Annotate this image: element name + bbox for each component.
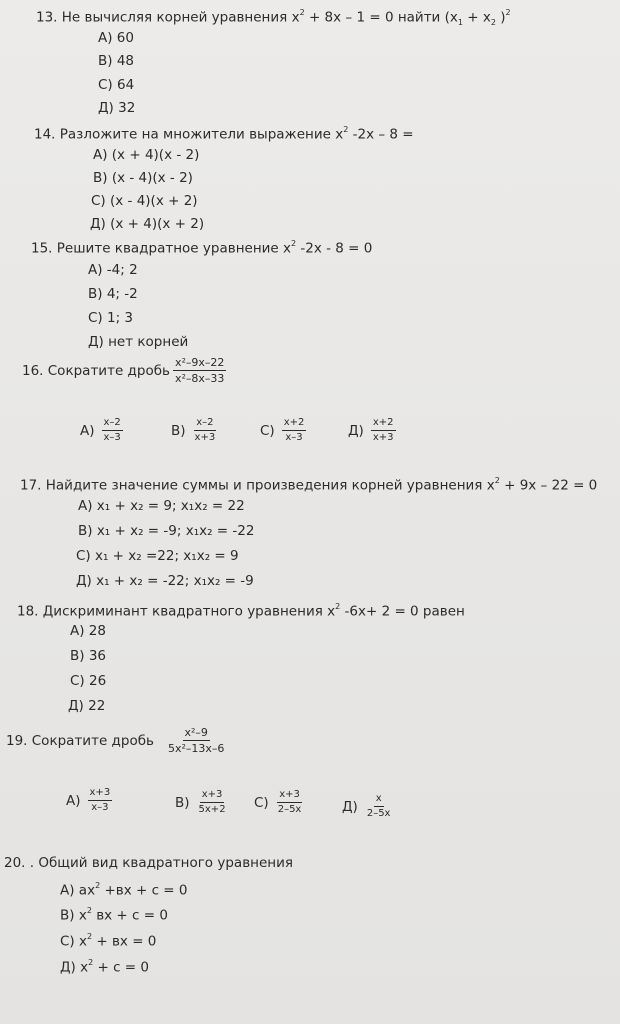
q20-option-b <box>60 904 168 924</box>
q19-option-b-label: В) <box>175 794 190 811</box>
q15-text-a: 15. Решите квадратное уравнение x <box>31 240 292 257</box>
q19-option-c-label: С) <box>254 794 269 811</box>
q19-option-d-frac <box>365 793 393 820</box>
q20-a-sup: 2 <box>95 881 101 890</box>
q15-option-a: А) -4; 2 <box>88 262 138 278</box>
q16-a-den: x–3 <box>103 432 121 443</box>
q16-a-num: x–2 <box>102 417 123 431</box>
q20-option-a <box>60 879 188 899</box>
q16-frac-num: x²–9x–22 <box>175 356 225 369</box>
q18-option-c: С) 26 <box>70 673 107 689</box>
q14-sup: 2 <box>343 125 349 134</box>
q18-text-b: -6x+ 2 = 0 равен <box>340 603 465 620</box>
q18-option-b: В) 36 <box>70 648 106 664</box>
question-19 <box>6 726 229 755</box>
q19-option-a <box>66 787 115 814</box>
q19-frac-den: 5x²–13x–6 <box>168 742 225 755</box>
q13-option-a: А) 60 <box>98 30 134 46</box>
q15-option-b: В) 4; -2 <box>88 286 138 302</box>
question-18 <box>17 600 465 620</box>
q17-option-b: В) x₁ + x₂ = -9; x₁x₂ = -22 <box>78 523 255 539</box>
q19-option-b <box>175 789 231 816</box>
q16-option-d-frac <box>371 417 396 444</box>
q16-c-den: x–3 <box>285 432 303 443</box>
q19-frac-num: x²–9 <box>184 726 208 739</box>
q14-option-c: С) (x - 4)(x + 2) <box>91 193 198 209</box>
q13-option-d: Д) 32 <box>98 100 136 116</box>
q16-option-c-frac <box>282 417 307 444</box>
q19-b-num: x+3 <box>200 789 225 803</box>
q13-text-c: + x <box>462 9 491 26</box>
q19-text: 19. Сократите дробь <box>6 732 154 749</box>
q17-sup: 2 <box>494 476 500 485</box>
q13-sup-a: 2 <box>299 8 305 17</box>
q20-a-pre: А) ax <box>60 882 96 899</box>
q19-b-den: 5x+2 <box>198 804 226 815</box>
q19-option-a-label: А) <box>66 792 81 809</box>
q13-text-a: 13. Не вычисляя корней уравнения x <box>36 9 300 26</box>
q16-option-a-label: А) <box>80 422 95 439</box>
q15-sup: 2 <box>291 239 297 248</box>
q13-sub-1: 1 <box>457 18 463 28</box>
question-16 <box>22 356 229 385</box>
q16-option-a-frac <box>102 417 123 444</box>
q20-c-pre: С) x <box>60 933 87 950</box>
q19-option-b-frac <box>197 789 228 816</box>
q18-text-a: 18. Дискриминант квадратного уравнения x <box>17 603 336 620</box>
q14-option-b: В) (x - 4)(x - 2) <box>93 170 193 186</box>
q14-text-b: -2x – 8 = <box>348 126 414 143</box>
q16-option-d <box>348 417 399 444</box>
question-13 <box>36 6 511 31</box>
q17-option-a: А) x₁ + x₂ = 9; x₁x₂ = 22 <box>78 498 245 514</box>
q20-option-d <box>60 956 149 976</box>
q17-option-d: Д) x₁ + x₂ = -22; x₁x₂ = -9 <box>76 573 254 589</box>
q16-d-den: x+3 <box>372 432 394 443</box>
q16-option-c-label: С) <box>260 422 275 439</box>
q20-b-sup: 2 <box>86 906 92 915</box>
q13-option-b: В) 48 <box>98 53 134 69</box>
q19-option-d-label: Д) <box>342 798 358 815</box>
q19-d-den: 2–5x <box>366 808 391 819</box>
q18-option-d: Д) 22 <box>68 698 106 714</box>
question-20: 20. . Общий вид квадратного уравнения <box>4 855 293 871</box>
q16-option-d-label: Д) <box>348 422 364 439</box>
q18-option-a: А) 28 <box>70 623 106 639</box>
question-15 <box>31 237 372 257</box>
q16-option-c <box>260 417 309 444</box>
q13-sub-2: 2 <box>490 18 496 28</box>
q13-option-c: С) 64 <box>98 77 135 93</box>
q16-fraction <box>173 356 226 385</box>
q16-option-a <box>80 417 126 444</box>
q20-c-sup: 2 <box>86 932 93 941</box>
q17-option-c: С) x₁ + x₂ =22; x₁x₂ = 9 <box>76 548 239 564</box>
q16-b-den: x+3 <box>194 432 216 443</box>
q19-option-d <box>342 793 395 820</box>
q16-option-b-frac <box>193 417 218 444</box>
q14-option-d: Д) (x + 4)(x + 2) <box>90 216 205 232</box>
q16-option-b <box>171 417 220 444</box>
q16-frac-den: x²–8x–33 <box>175 372 225 385</box>
q20-d-pre: Д) x <box>60 959 89 976</box>
q18-sup: 2 <box>335 602 341 611</box>
q16-c-num: x+2 <box>282 417 307 431</box>
question-14 <box>34 123 414 143</box>
q13-sup-b: 2 <box>505 8 511 17</box>
q19-c-den: 2–5x <box>277 804 302 815</box>
q19-c-num: x+3 <box>277 789 302 803</box>
q16-option-b-label: В) <box>171 422 186 439</box>
q16-text: 16. Сократите дробь <box>22 362 170 379</box>
q14-option-a: А) (x + 4)(x - 2) <box>93 147 200 163</box>
q19-d-num: x <box>374 793 384 807</box>
q17-text-a: 17. Найдите значение суммы и произведения корней уравнения x <box>20 477 495 494</box>
q20-c-post: + вx = 0 <box>92 933 157 950</box>
q17-text-b: + 9x – 22 = 0 <box>499 477 598 494</box>
q19-fraction <box>166 726 226 755</box>
q15-option-d: Д) нет корней <box>88 334 189 350</box>
q15-text-b: -2x - 8 = 0 <box>296 240 373 257</box>
q19-a-num: x+3 <box>88 787 113 801</box>
q16-b-num: x–2 <box>194 417 215 431</box>
q13-text-d: ) <box>495 9 506 26</box>
q20-b-pre: В) x <box>60 907 87 924</box>
q16-d-num: x+2 <box>371 417 396 431</box>
q20-d-sup: 2 <box>88 958 94 967</box>
question-17 <box>20 474 597 494</box>
q19-a-den: x–3 <box>91 802 109 813</box>
q19-option-a-frac <box>88 787 113 814</box>
q20-d-post: + c = 0 <box>93 959 150 976</box>
q13-text-b: + 8x – 1 = 0 найти (x <box>304 9 458 26</box>
q20-a-post: +вx + c = 0 <box>100 882 188 899</box>
q19-option-c-frac <box>276 789 304 816</box>
q19-option-c <box>254 789 306 816</box>
q20-option-c <box>60 930 156 950</box>
q20-b-post: вx + c = 0 <box>91 907 168 924</box>
q14-text-a: 14. Разложите на множители выражение x <box>34 126 344 143</box>
q15-option-c: С) 1; 3 <box>88 310 134 326</box>
